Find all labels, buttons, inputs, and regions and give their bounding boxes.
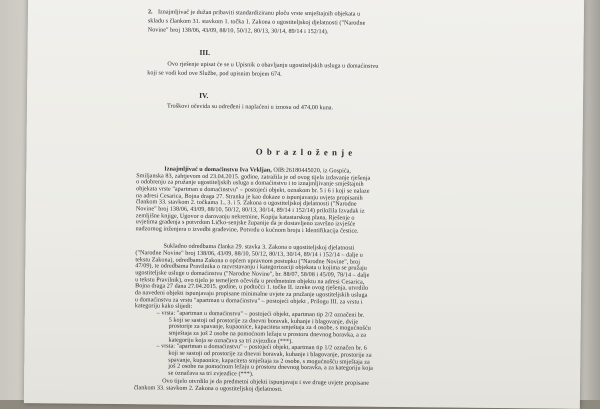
bullet-1-line: smještaja za još 2 osobe na pomoćnom ležaju u prostoru dnevnog boravka, a za — [168, 330, 367, 339]
paragraph-1-line: zemljišne knjige, Ugovor o darovanju nekretnine, Kopija katastarskog plana, Rješenje o — [135, 212, 355, 222]
bullet-2-line: – vrsta: "apartman u domaćinstvu" – postojeći objekt, apartman tip 1/2 označen br. 6 — [156, 343, 367, 353]
applicant-name: Iznajmljivač u domaćinstvu Iva Vrkljan, — [164, 166, 272, 174]
paragraph-1-line: Novine" broj 138/06, 43/09, 88/10, 50/12, 80/13, 30/14, 89/14 i 152/14) priložila Izvadak iz — [135, 206, 365, 215]
section-3-line: koji se vodi kod ove Službe, pod upisnim brojem 674. — [147, 70, 282, 78]
paragraph-2-line: da navedeni objekti ispunjavaju propisane minimalne uvjete za pružanje ugostiteljskih usluga — [134, 290, 368, 299]
section-2-line: skladu s člankom 31. stavkom 1. točka 1. Zakona o ugostiteljskoj djelatnosti ("Narodne — [147, 18, 366, 27]
bullet-1-line: 5 koji se sastoji od prostorije za dnevni boravak, kuhanje i blagovanje, dvije — [168, 317, 359, 326]
section-4-heading: IV. — [199, 90, 209, 100]
paragraph-2-line: 47/09), te odredbama Pravilnika o razvrstavanju i kategorizaciji objekata u kojima se pružaju — [135, 263, 367, 273]
bullet-1-line: prostorije za spavanje, kupaonice, kapaciteta smještaja za 4 osobe, s mogućnošću — [168, 323, 371, 333]
paragraph-2-line: Bojna draga 27 dana 27.04.2015. godine, u podtočci 1. točke II. izreke ovog rješenja, utvrdilo — [135, 283, 369, 293]
section-2-number: 2. — [147, 9, 153, 16]
paragraph-1-line: o odobrenju za pružanje ugostiteljskih usluga u domaćinstvu i to iznajmljivanje smještajnih — [136, 179, 364, 188]
section-3-line: Ovo rješenje upisat će se u Upisnik o obavljanju ugostiteljskih usluga u domaćinstvu — [167, 61, 379, 70]
bullet-1-line: – vrsta: "apartman u domaćinstvu" – postojeći objekt, apartman tip 2/2 označeni br. — [156, 310, 365, 319]
paragraph-2-line: tekstu Zakona), odredbama Zakona o općem upravnom postupku ("Narodne Novine", broj — [135, 257, 361, 266]
paragraph-2-line: kategoriju kako slijedi: — [134, 303, 193, 311]
section-3-heading: III. — [199, 47, 211, 58]
paragraph-2-line: Sukladno odredbama članka 29. stavka 3. Zakona o ugostiteljskoj djelatnosti — [163, 243, 355, 252]
paragraph-2-line: ugostiteljske usluge u domaćinstvu ("Narodne Novine", br. 88/07, 58/08 i 45/09, 78/14 – dalje — [135, 270, 370, 279]
bullet-2-line: spavanje, kupaonice, kapaciteta smještaja za 2 osobe, s mogućnošću smještaja za — [168, 357, 370, 366]
paragraph-1-line: Smiljanska 83, zahtjevom od 23.04.2015. godine, zatražila je od ovog tijela izdavanje rješenja — [136, 172, 371, 182]
paragraph-1-line: na adresi Cesarica, Bojna draga 27. Stranka je kao dokaze o ispunjavanju uvjeta propisanih — [136, 192, 363, 202]
bullet-2-line: se označava sa tri zvjezdice (***). — [168, 370, 254, 378]
paragraph-2-line: ("Narodne Novine" broj 138/06, 43/09, 88/10, 50/12, 80/13, 30/14, 89/14 i 152/14 – dalje u — [135, 250, 363, 259]
applicant-details: OIB:26180445020, iz Gospića, — [271, 167, 352, 175]
section-2-line: Iznajmljivač je dužan pribaviti standardiziranu ploču vrste smještajnih objekata u — [157, 9, 361, 18]
bullet-2-line: koji se sastoji od prostorije za dnevni boravak, kuhanje i blagovanje, prostorije za — [168, 350, 372, 359]
document-page — [24, 0, 584, 409]
bullet-1-line: kategoriju koja se označava sa tri zvjezdice (***). — [168, 337, 293, 345]
section-4-line: Troškovi očevida su određeni i naplaćeni u iznosu od 474,00 kuna. — [166, 103, 334, 112]
paragraph-3-line: člankom 33. stavkom 2. Zakona o ugostiteljskoj djelatnosti. — [133, 385, 283, 393]
paragraph-1-line: uvjetima građenja s potvrdom Ličko-senjske županije da je dostavljeno završno izvješće — [135, 219, 356, 228]
paragraph-2-line: u tekstu Pravilnik), ovo tijelo je temeljem očevida u predmetnim objektu na adresi Cesarica, — [135, 276, 365, 286]
reasoning-title: O b r a z l o ž e n j e — [255, 146, 354, 158]
paragraph-1-line: člankom 33. stavkom 2. točkama 1., 3. i 5. Zakona o ugostiteljskoj djelatnosti ("Narodne — [135, 199, 357, 208]
paragraph-1-line: nadzornog inženjera o izvedbi građevine, Potvrdu o kućnom broju i Identifikacija čestice. — [135, 226, 359, 235]
section-2-line: Novine" broj 138/06, 43/09, 88/10, 50/12, 80/13, 30/14, 89/14 i 152/14). — [147, 27, 329, 36]
paragraph-3-line: Ovo tijelo utvrdilo je da predmetni objekti ispunjavaju i sve druge uvjete propisane — [162, 378, 370, 387]
page-edge-shadow — [582, 0, 600, 400]
paragraph-1-line: objekata vrste "apartman u domaćinstvu" – postojeći objekt, oznakom br. 5 i 6 i koji se nalaze — [136, 186, 370, 195]
paragraph-2-line: u domaćinstvu za vrstu "apartman u domaćinstvu" – postojeći objekt , Prilogu III. za vrstu i — [134, 296, 363, 306]
bullet-2-line: još 2 osobe na pomoćnom ležaju u prostoru dnevnog boravka, a za kategoriju koja — [168, 363, 373, 373]
